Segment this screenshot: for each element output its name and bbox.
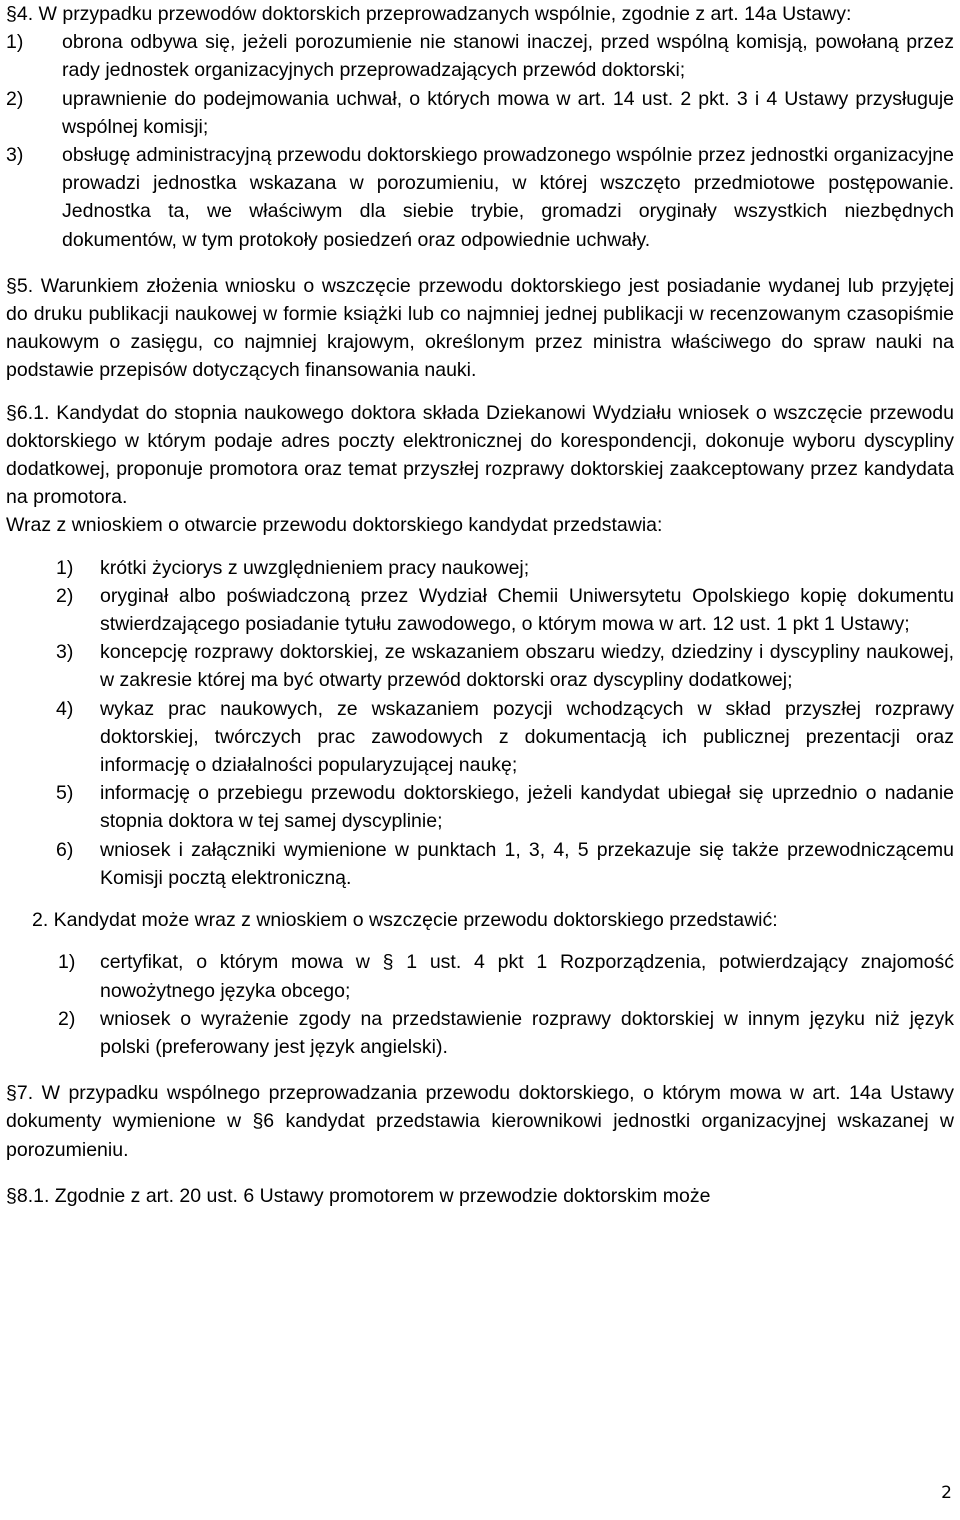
list-item-text: krótki życiorys z uwzględnieniem pracy naukowej; bbox=[100, 556, 530, 579]
list-item-number: 4) bbox=[56, 697, 74, 720]
section-4-intro: §4. W przypadku przewodów doktorskich przeprowadzanych wspólnie, zgodnie z art. 14a Ustawy: bbox=[6, 3, 852, 25]
section-8 bbox=[6, 1182, 954, 1210]
section-6-list-1 bbox=[6, 554, 954, 892]
list-item-text: informację o przebiegu przewodu doktorskiego, jeżeli kandydat ubiegał się uprzednio o nadanie stopnia doktora w tej samej dyscyplinie; bbox=[100, 782, 954, 833]
list-item bbox=[6, 836, 954, 892]
list-item-number: 2) bbox=[56, 584, 74, 607]
list-item-text: uprawnienie do podejmowania uchwał, o których mowa w art. 14 ust. 2 pkt. 3 i 4 Ustawy przysługuje wspólnej komisji; bbox=[62, 87, 954, 138]
list-item bbox=[6, 554, 954, 582]
list-item-text: wykaz prac naukowych, ze wskazaniem pozycji wchodzących w skład przyszłej rozprawy doktorskiej, twórczych prac zawodowych z dokumentacją ich publicznej prezentacji oraz informację o działalności popularyzującej naukę; bbox=[100, 697, 954, 777]
section-5-text: §5. Warunkiem złożenia wniosku o wszczęcie przewodu doktorskiego jest posiadanie wydanej lub przyjętej do druku publikacji naukowej w formie książki lub co najmniej jednej publikacji w recenzowanym czasopiśmie naukowym o zasięgu, co najmniej krajowym, określonym przez ministra właściwego do spraw nauki na podstawie przepisów dotyczących finansowania nauki. bbox=[6, 274, 954, 382]
section-6-paragraph-2: 2. Kandydat może wraz z wnioskiem o wszczęcie przewodu doktorskiego przedstawić: bbox=[32, 909, 778, 932]
list-item bbox=[6, 948, 954, 1004]
list-item bbox=[6, 28, 954, 84]
list-item bbox=[6, 141, 954, 254]
list-item-text: obrona odbywa się, jeżeli porozumienie nie stanowi inaczej, przed wspólną komisją, powołaną przez rady jednostek organizacyjnych przeprowadzających przewód doktorski; bbox=[62, 31, 954, 82]
list-item bbox=[6, 779, 954, 835]
list-item-number: 5) bbox=[56, 782, 74, 805]
list-item-number: 1) bbox=[6, 31, 24, 54]
section-4-list bbox=[6, 28, 954, 254]
list-item-number: 1) bbox=[58, 951, 76, 974]
section-7 bbox=[6, 1079, 954, 1164]
list-item-number: 1) bbox=[56, 556, 74, 579]
section-4 bbox=[6, 0, 954, 254]
list-item-text: oryginał albo poświadczoną przez Wydział Chemii Uniwersytetu Opolskiego kopię dokumentu stwierdzającego posiadanie tytułu zawodowego, o którym mowa w art. 12 ust. 1 pkt 1 Ustawy; bbox=[100, 584, 954, 636]
section-6-paragraph-1b: Wraz z wnioskiem o otwarcie przewodu doktorskiego kandydat przedstawia: bbox=[6, 514, 663, 537]
section-6 bbox=[6, 399, 954, 1061]
section-5 bbox=[6, 272, 954, 385]
list-item-text: obsługę administracyjną przewodu doktorskiego prowadzonego wspólnie przez jednostki organizacyjne prowadzi jednostka wskazana w porozumieniu, w której wszczęto przedmiotowe postępowanie. Jednostka ta, we właściwym dla siebie trybie, gromadzi oryginały wszystkich niezbędnych dokumentów, w tym protokoły posiedzeń oraz odpowiednie uchwały. bbox=[62, 144, 954, 251]
list-item-number: 3) bbox=[56, 641, 74, 664]
list-item-number: 2) bbox=[6, 87, 24, 110]
list-item-number: 6) bbox=[56, 838, 74, 861]
section-8-text: §8.1. Zgodnie z art. 20 ust. 6 Ustawy promotorem w przewodzie doktorskim może bbox=[6, 1184, 711, 1207]
page-number: 2 bbox=[941, 1483, 952, 1503]
list-item-text: certyfikat, o którym mowa w § 1 ust. 4 pkt 1 Rozporządzenia, potwierdzający znajomość nowożytnego języka obcego; bbox=[100, 951, 954, 1002]
list-item-number: 2) bbox=[58, 1007, 76, 1030]
list-item bbox=[6, 582, 954, 638]
list-item-number: 3) bbox=[6, 144, 24, 167]
section-6-list-2 bbox=[6, 948, 954, 1061]
list-item bbox=[6, 695, 954, 780]
document-page bbox=[6, 0, 954, 1210]
list-item bbox=[6, 1005, 954, 1061]
list-item bbox=[6, 85, 954, 141]
section-6-paragraph-1: §6.1. Kandydat do stopnia naukowego doktora składa Dziekanowi Wydziału wniosek o wszczęcie przewodu doktorskiego w którym podaje adres poczty elektronicznej do korespondencji, dokonuje wyboru dyscypliny dodatkowej, proponuje promotora oraz temat przyszłej rozprawy doktorskiej zaakceptowany przez kandydata na promotora. bbox=[6, 401, 954, 509]
section-7-text: §7. W przypadku wspólnego przeprowadzania przewodu doktorskiego, o którym mowa w art. 14a Ustawy dokumenty wymienione w §6 kandydat przedstawia kierownikowi jednostki organizacyjnej wskazanej w porozumieniu. bbox=[6, 1082, 954, 1161]
list-item-text: koncepcję rozprawy doktorskiej, ze wskazaniem obszaru wiedzy, dziedziny i dyscypliny naukowej, w zakresie której ma być otwarty przewód doktorski oraz dyscypliny dodatkowej; bbox=[100, 641, 954, 692]
list-item-text: wniosek o wyrażenie zgody na przedstawienie rozprawy doktorskiej w innym języku niż język polski (preferowany jest język angielski). bbox=[100, 1007, 954, 1058]
list-item bbox=[6, 638, 954, 694]
list-item-text: wniosek i załączniki wymienione w punktach 1, 3, 4, 5 przekazuje się także przewodniczącemu Komisji pocztą elektroniczną. bbox=[100, 838, 954, 889]
